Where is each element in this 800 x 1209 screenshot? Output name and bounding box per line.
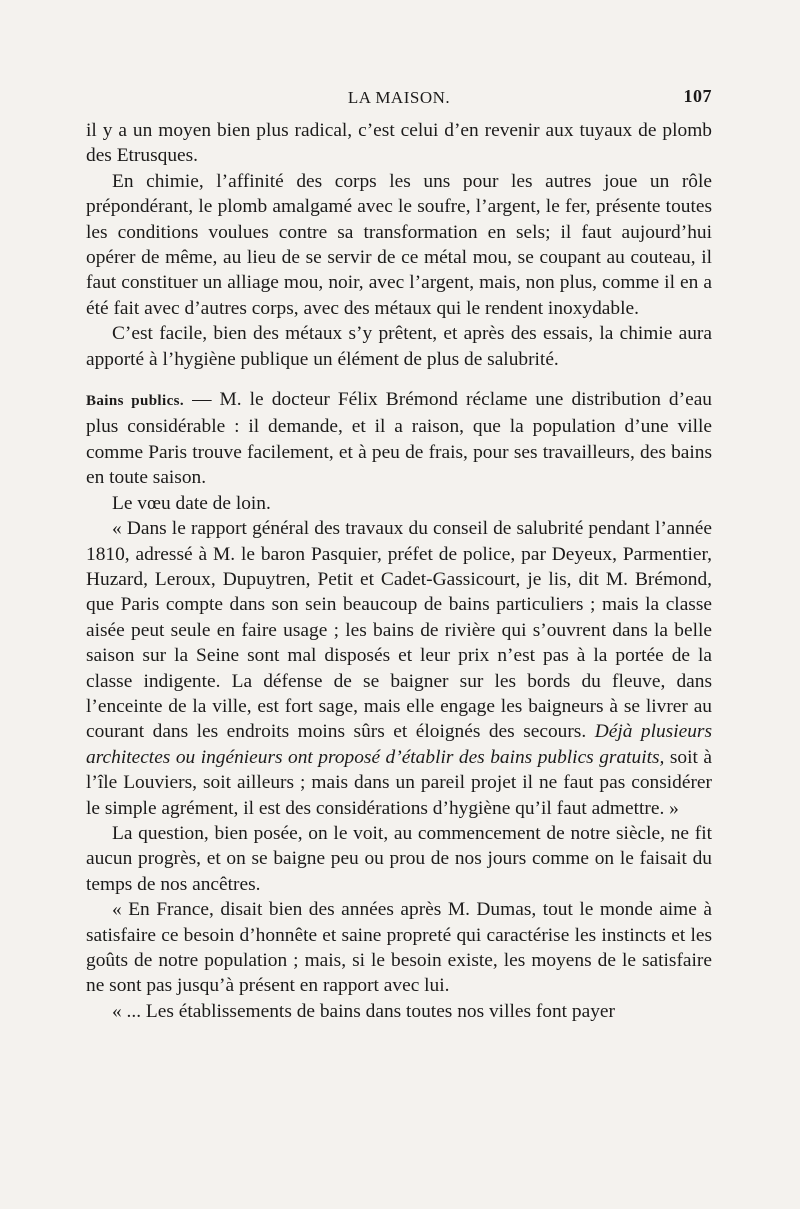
paragraph xyxy=(86,516,712,821)
running-head-title: LA MAISON. xyxy=(347,88,451,107)
paragraph-text: — M. le docteur Félix Brémond réclame une distribution d’eau plus considérable : il demande, et il a raison, que la population d’une ville comme Paris trouve facilement, et à peu de frais, pour ses travailleurs, des bains en toute saison. xyxy=(86,389,712,489)
paragraph xyxy=(86,169,712,321)
paragraph-text: En chimie, l’affinité des corps les uns pour les autres joue un rôle prépondérant, le plomb amalgamé avec le soufre, l’argent, le fer, présente toutes les conditions voulues contre sa transformation en sels; il faut aujourd’hui opérer de même, au lieu de se servir de ce métal mou, se coupant au couteau, il faut constituer un alliage mou, noir, avec l’argent, mais, non plus, comme il en a été fait avec d’autres corps, avec des métaux qui le rendent inoxydable. xyxy=(86,170,712,319)
paragraph-text: « En France, disait bien des années après M. Dumas, tout le monde aime à satisfaire ce besoin d’honnête et saine propreté qui caractérise les instincts et les goûts de notre population ; mais, si le besoin existe, les moyens de le satisfaire ne sont pas jusqu’à présent en rapport avec lui. xyxy=(86,899,712,997)
italic-passage: Déjà plusieurs architectes ou ingénieurs ont proposé d’établir des bains publics gratuits, xyxy=(86,721,712,768)
paragraph-text: La question, bien posée, on le voit, au commencement de notre siècle, ne fit aucun progrès, et on se baigne peu ou prou de nos jours comme on le faisait du temps de nos ancêtres. xyxy=(86,822,712,895)
paragraph-text: « ... Les établissements de bains dans toutes nos villes font payer xyxy=(112,1000,615,1022)
paragraph xyxy=(86,491,712,516)
running-head xyxy=(86,86,712,114)
paragraph-text: soit à l’île Louviers, soit ailleurs ; mais dans un pareil projet il ne faut pas considérer le simple agrément, il est des considérations d’hygiène qu’il faut admettre. » xyxy=(86,746,712,819)
paragraph xyxy=(86,821,712,897)
paragraph-text: « Dans le rapport général des travaux du conseil de salubrité pendant l’année 1810, adressé à M. le baron Pasquier, préfet de police, par Deyeux, Parmentier, Huzard, Leroux, Dupuytren, Petit et Cadet-Gassicourt, je lis, dit M. Brémond, que Paris compte dans son sein beaucoup de bains particuliers ; mais la classe aisée peut seule en faire usage ; les bains de rivière qui s’ouvrent dans la belle saison sur la Seine sont mal disposés et leur prix n’est pas à la portée de la classe indigente. La défense de se baigner sur les bords du fleuve, dans l’enceinte de la ville, est fort sage, mais elle engage les baigneurs à se livrer au courant dans les endroits moins sûrs et éloignés des secours. xyxy=(86,518,712,743)
paragraph-text: C’est facile, bien des métaux s’y prêtent, et après des essais, la chimie aura apporté à l’hygiène publique un élément de plus de salubrité. xyxy=(86,323,712,370)
paragraph xyxy=(86,999,712,1024)
paragraph-text: Le vœu date de loin. xyxy=(112,492,271,514)
body-text xyxy=(86,118,712,1024)
page-number: 107 xyxy=(683,86,712,106)
paragraph xyxy=(86,897,712,999)
paragraph xyxy=(86,321,712,372)
paragraph xyxy=(86,118,712,169)
section-rubric: Bains publics. xyxy=(86,393,185,410)
paragraph xyxy=(86,387,712,491)
paragraph-text: il y a un moyen bien plus radical, c’est celui d’en revenir aux tuyaux de plomb des Etrusques. xyxy=(86,120,712,167)
